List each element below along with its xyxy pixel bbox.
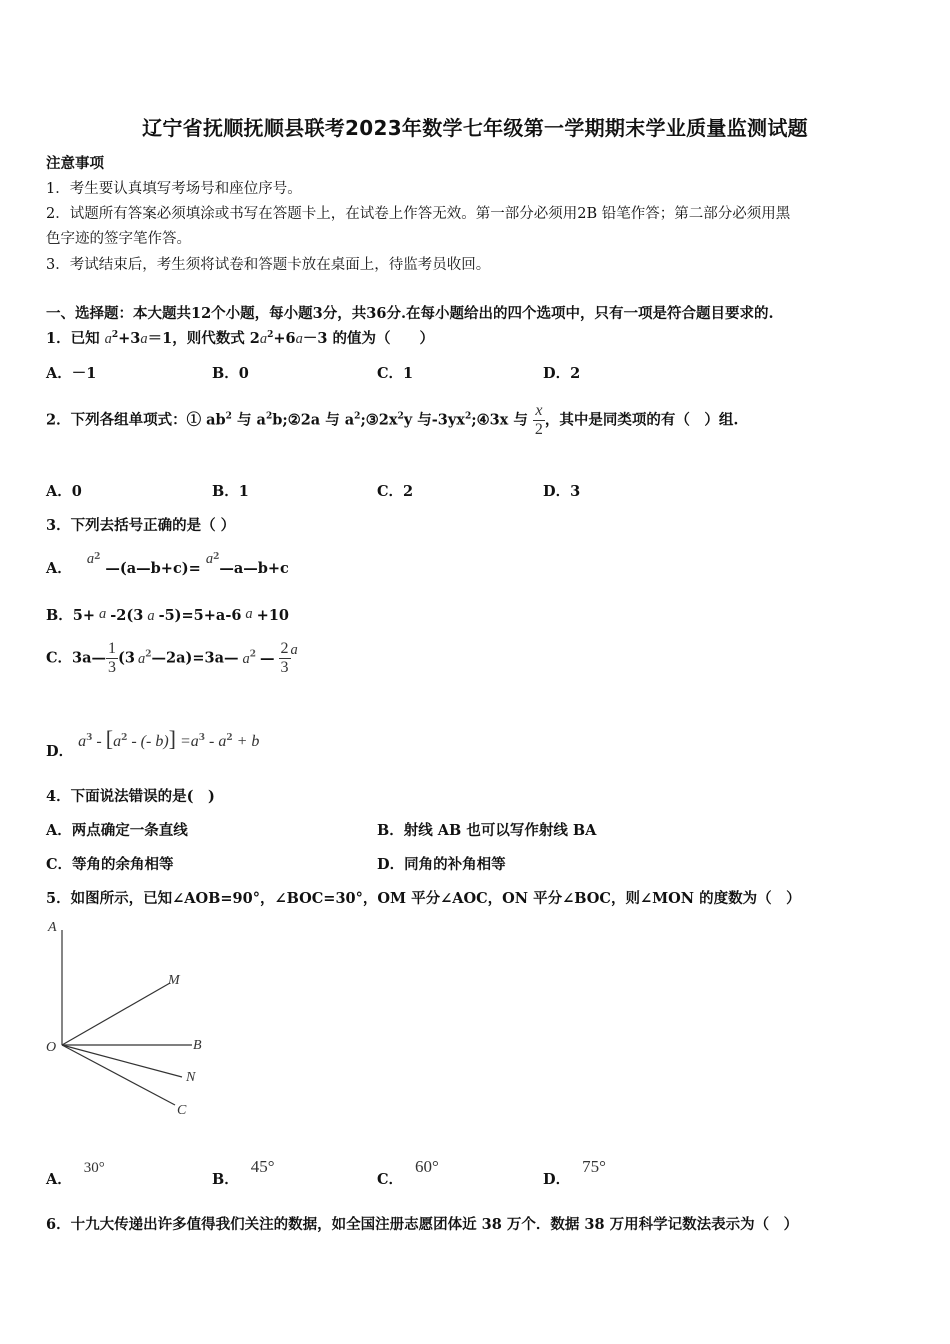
q3-option-a: A． $a^2$ —(a—b+c)= $a^2—a—b+c$ <box>46 550 289 577</box>
section-heading: 一、选择题：本大题共12个小题，每小题3分，共36分.在每小题给出的四个选项中，只有一项是符合题目要求的. <box>46 305 774 322</box>
fraction-two-thirds: $\frac{2}{3}$ <box>280 640 289 676</box>
q4-option-c: C．等角的余角相等 <box>46 856 174 873</box>
q3-option-b: B．5+ a -2(3 a -5)=5+a-6 a +10 <box>46 606 289 624</box>
q1-option-a: A．－1 <box>46 365 97 382</box>
label-a: A <box>48 920 57 935</box>
notice-heading: 注意事项 <box>46 155 104 172</box>
q2-option-a: A．0 <box>46 483 82 500</box>
notice-item-1: 1．考生要认真填写考场号和座位序号。 <box>46 181 302 197</box>
q5-option-a: A．30° <box>46 1160 105 1188</box>
fraction-x-over-2: $\frac{x}{2}$ <box>534 402 543 438</box>
question-6: 6．十九大传递出许多值得我们关注的数据，如全国注册志愿团体近 38 万个．数据 38 万用科学记数法表示为（ ） <box>46 1216 799 1233</box>
angle-figure <box>40 915 220 1120</box>
ray-om <box>62 983 170 1045</box>
notice-item-2-cont: 色字迹的签字笔作答。 <box>46 231 191 247</box>
question-3: 3．下列去括号正确的是（ ） <box>46 517 236 534</box>
q3-option-c: C．3a— $\frac{1}{3}$ (3 $a^2—2a)=3a—$ $a^2$ — $\frac{2}{3}$ a <box>46 640 298 676</box>
q2-option-c: C．2 <box>377 483 414 500</box>
q1-option-d: D．2 <box>543 365 581 382</box>
q4-option-a: A．两点确定一条直线 <box>46 822 188 839</box>
label-n: N <box>186 1070 196 1085</box>
q5-option-d: D．75° <box>543 1157 606 1188</box>
notice-item-2: 2．试题所有答案必须填涂或书写在答题卡上，在试卷上作答无效。第一部分必须用2B 铅笔作答；第二部分必须用黑 <box>46 206 791 222</box>
q2-option-d: D．3 <box>543 483 581 500</box>
question-2: 2．下列各组单项式：① $ab^2$ 与 $a^2b;②2a$ 与 $a^2;③2x^2y$ 与$-3yx^2;④3x$ 与 $\frac{x}{2}$ ，其中是同类项的有（ ）组. <box>46 402 739 438</box>
label-b: B <box>193 1038 202 1053</box>
ray-oc <box>62 1045 175 1105</box>
question-5: 5．如图所示，已知∠AOB=90°，∠BOC=30°，OM 平分∠AOC，ON 平分∠BOC，则∠MON 的度数为（ ） <box>46 890 801 907</box>
ray-on <box>62 1045 182 1077</box>
question-4: 4．下面说法错误的是( ) <box>46 788 215 805</box>
label-c: C <box>177 1103 187 1118</box>
page-title: 辽宁省抚顺抚顺县联考2023年数学七年级第一学期期末学业质量监测试题 <box>142 116 808 140</box>
q5-option-c: C．60° <box>377 1157 439 1188</box>
q3-option-d: D． $a^3 - [a^2$ - (- $b)] =a^3 - a^2 + b$ <box>46 726 260 760</box>
label-o: O <box>46 1040 57 1055</box>
fraction-one-third: $\frac{1}{3}$ <box>108 640 117 676</box>
notice-item-3: 3．考试结束后，考生须将试卷和答题卡放在桌面上，待监考员收回。 <box>46 257 491 273</box>
label-m: M <box>168 973 180 988</box>
question-1: 1．已知 $a^2+3a=1$，则代数式 $2a^2+6a-3$ 的值为（ ） <box>46 330 435 347</box>
q4-option-d: D．同角的补角相等 <box>377 856 506 873</box>
q1-option-c: C．1 <box>377 365 414 382</box>
q5-option-b: B．45° <box>212 1157 275 1188</box>
q2-option-b: B．1 <box>212 483 249 500</box>
q4-option-b: B．射线 AB 也可以写作射线 BA <box>377 822 597 839</box>
q1-option-b: B．0 <box>212 365 249 382</box>
